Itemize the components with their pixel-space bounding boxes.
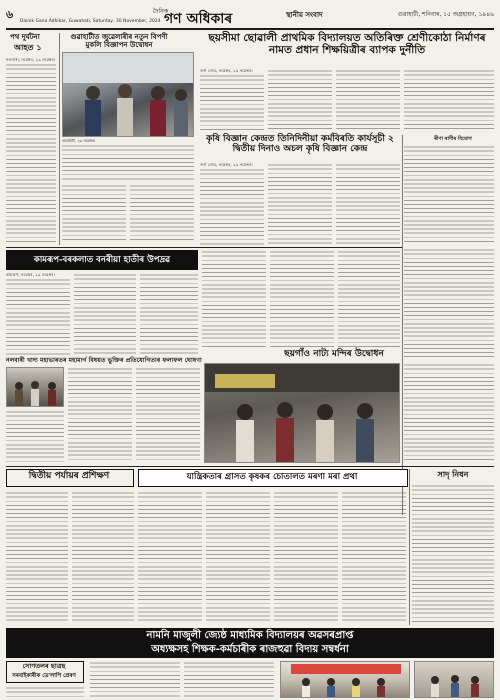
obituary-headline: ৰীণা ৰাণীৰ বিয়োগ [434,136,472,142]
retirement-headline-2: অধ্যক্ষসহ শিক্ষক-কৰ্মচাৰীক ৰাজহুৱা বিদায় সম্বৰ্ধনা [151,644,349,655]
drama-body-col1 [202,250,266,348]
kamrup-body-col3 [140,273,198,355]
school-corruption-headline: ছয়সীমা ছোৱালী প্ৰাথমিক বিদ্যালয়ত অতিৰিক্ত শ্ৰেণীকোঠা নিৰ্মাণৰ নামত প্ৰধান শিক্ষয়িত্ৰীৰ ব্যাপক দুৰ্নীতি [208,32,486,56]
nalbari-photo [6,367,64,407]
drama-body-col2 [270,250,334,348]
farmers-body-col2 [206,491,270,623]
column-divider [402,135,403,515]
retirement-body-col2 [184,661,274,698]
column-divider [409,469,410,625]
kvk-body-col2 [268,163,332,245]
kamrup-banner: কামৰূপ-বৰকলাত বনৰীয়া হাতীৰ উপদ্ৰৱ [6,250,198,270]
column-divider [59,33,60,245]
school-corruption-body-col1 [200,74,264,132]
retirement-body-col1 [90,661,180,698]
right-column-body-2 [404,363,494,463]
masthead-subline: Dainik Gana Adhikar, Guwahati, Saturday, 30 November, 2024 [20,19,161,24]
small-obit-headline: সাদৃ নিধন [437,469,469,479]
farmers-body-col1 [138,491,202,623]
newspaper-logo: গণ অধিকাৰ [164,11,233,27]
training-headline: দ্বিতীয় পৰ্যায়ৰ প্ৰশিক্ষণ [28,471,110,481]
horizontal-rule [6,466,494,467]
kvk-headline: কৃষি বিজ্ঞান কেন্দ্ৰত তিনিদিনীয়া কৰ্মবিৰতি কাৰ্যসূচী ২ দ্বিতীয় দিনাও অচল কৃষি বিজ্ঞান কেন্দ্ৰ [206,134,394,154]
sonitpur-box [6,661,84,683]
road-accident-headline-1: পথ দুৰ্ঘটনা [10,32,40,41]
jewellery-caption: গুৱাহাটী, ২৯ নৱেম্বৰ। [62,139,96,143]
photo-group-shapes-2 [415,662,494,698]
drama-headline: ছয়গাঁও নাট্য মন্দিৰ উদ্বোধন [284,349,384,359]
school-corruption-lede: জগ ৰোড, নৱেম্বৰ, ২৯ নৱেম্বৰ। [200,69,253,73]
road-accident-lede: নলবাৰী, নৱেম্বৰ, ২৯ নৱেম্বৰ। [6,58,56,62]
nalbari-body-col1 [68,367,132,462]
jewellery-body-col1 [62,184,126,242]
kvk-lede: জগ ৰোড, নৱেম্বৰ, ২৯ নৱেম্বৰ। [200,163,253,167]
page-number: ৬ [6,8,14,21]
school-corruption-body-col2 [268,69,332,132]
issue-date: গুৱাহাটী, শনিবাৰ, ১৫ অগ্ৰহায়ণ, ১৯৪৬ [397,11,494,18]
photo-people-shapes [63,53,194,137]
nalbari-headline: নলবাৰী খাদ্য মহাভাৰতৰ মহামাৰ্গ বিষয়ত ভুক্তিৰ প্ৰতিযোগিতাৰ ফলাফল ঘোষণা [6,357,202,364]
obituary-body [404,145,494,245]
sonitpur-headline-1: সোণতলৰ ছাত্ৰছ [22,662,66,670]
training-body-col1 [6,491,68,623]
nalbari-body-col0 [6,410,64,462]
kvk-body-col3 [336,163,400,245]
sonitpur-body [6,686,84,698]
section-title: স্থানীয় সংবাদ [286,11,323,19]
photo-felicitation-shapes [281,662,410,698]
kamrup-body-col1 [6,278,70,355]
masthead [6,4,494,30]
road-accident-body [6,63,56,245]
drama-photo [204,363,400,463]
horizontal-rule [6,247,402,248]
photo-ceremony-shapes [205,364,400,463]
retirement-headline-1: নামনি মাজুলী জ্যেষ্ঠ মাধ্যমিক বিদ্যালয়ৰ অৱসৰপ্ৰাপ্ত [146,630,354,641]
photo-group-shapes [7,368,64,407]
nalbari-body-col2 [136,367,200,462]
jewellery-photo [62,52,194,137]
right-column-body [404,248,494,360]
training-body-col2 [72,491,134,623]
retirement-photo-2 [414,661,494,698]
school-corruption-body-col4 [404,69,494,132]
retirement-photo [280,661,410,698]
farmers-body-col3 [274,491,338,623]
sonitpur-headline-2: সৰবাইকাৰীক ডে'লাপি প্ৰেৰণ [12,673,76,679]
small-obit-body [412,484,494,622]
school-corruption-body-col3 [336,69,400,132]
road-accident-heading-box [6,33,56,57]
farmers-banner-box [138,469,408,487]
jewellery-caption-body [62,144,194,182]
drama-body-col3 [338,250,400,348]
retirement-banner [6,628,494,658]
farmers-banner: যান্ত্ৰিকতাৰ গ্ৰাসত কৃষকৰ চোতালত মৰণা মৰা প্ৰথা [186,472,358,482]
jewellery-body-col2 [130,184,194,242]
masthead-daily-label: দৈনিক [153,8,169,15]
kvk-body-col1 [200,168,264,245]
jewellery-headline: গুৱাহাটীত জুৱেলাৰীৰ নতুন বিপণী মুকলি বিজ্ঞাপন উদ্বোধন [70,32,168,49]
training-heading-box [6,469,134,487]
farmers-body-col4 [342,491,406,623]
kamrup-body-col2 [74,273,136,355]
road-accident-headline-2: আহত ১ [14,42,42,52]
kamrup-lede: কামৰূপ, নৱেম্বৰ, ২৯ নৱেম্বৰ। [6,273,55,277]
